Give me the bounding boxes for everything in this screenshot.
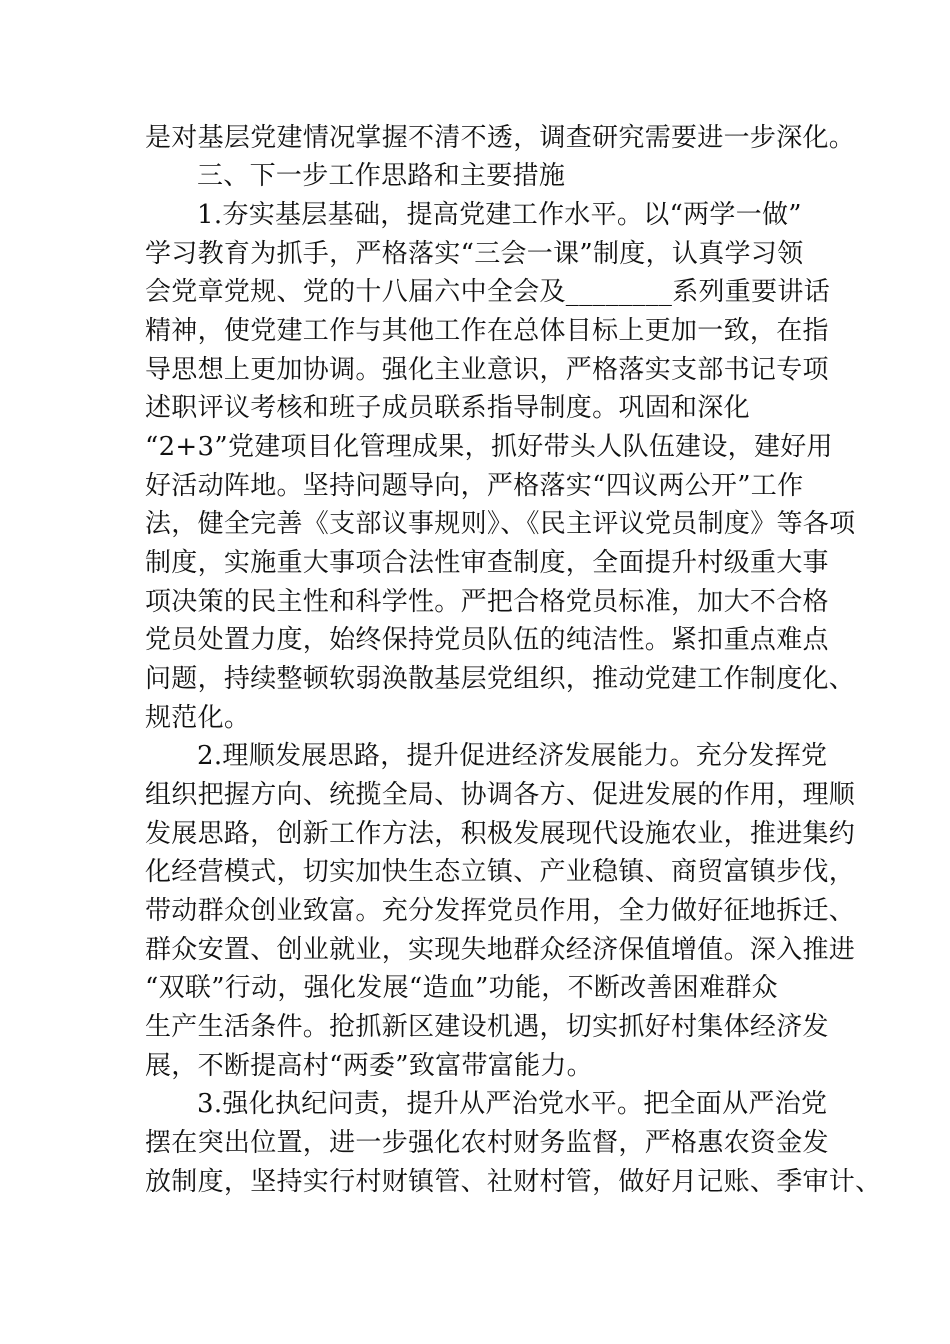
text-line: 会党章党规、党的十八届六中全会及________系列重要讲话 bbox=[145, 277, 831, 307]
text-line: 组织把握方向、统揽全局、协调各方、促进发展的作用，理顺 bbox=[145, 780, 856, 810]
text-line: 党员处置力度，始终保持党员队伍的纯洁性。紧扣重点难点 bbox=[145, 625, 829, 655]
text-line: 3.强化执纪问责，提升从严治党水平。把全面从严治党 bbox=[197, 1089, 828, 1119]
text-line: 1.夯实基层基础，提高党建工作水平。以“两学一做” bbox=[197, 200, 802, 230]
text-line: 导思想上更加协调。强化主业意识，严格落实支部书记专项 bbox=[145, 355, 829, 385]
text-line: 摆在突出位置，进一步强化农村财务监督，严格惠农资金发 bbox=[145, 1128, 829, 1158]
text-line: 生产生活条件。抢抓新区建设机遇，切实抓好村集体经济发 bbox=[145, 1012, 829, 1042]
text-line: “2+3”党建项目化管理成果，抓好带头人队伍建设，建好用 bbox=[145, 432, 833, 462]
text-line: 规范化。 bbox=[145, 703, 251, 733]
text-line: 展，不断提高村“两委”致富带富能力。 bbox=[145, 1051, 593, 1081]
text-line: 法，健全完善《支部议事规则》、《民主评议党员制度》等各项 bbox=[145, 509, 856, 539]
text-line: 带动群众创业致富。充分发挥党员作用，全力做好征地拆迁、 bbox=[145, 896, 856, 926]
text-line: 述职评议考核和班子成员联系指导制度。巩固和深化 bbox=[145, 393, 750, 423]
section-heading: 三、下一步工作思路和主要措施 bbox=[197, 161, 566, 191]
text-line: 放制度，坚持实行村财镇管、社财村管，做好月记账、季审计、 bbox=[145, 1167, 882, 1197]
text-line: 问题，持续整顿软弱涣散基层党组织，推动党建工作制度化、 bbox=[145, 664, 856, 694]
text-line: 2.理顺发展思路，提升促进经济发展能力。充分发挥党 bbox=[197, 741, 828, 771]
text-line: 好活动阵地。坚持问题导向，严格落实“四议两公开”工作 bbox=[145, 471, 804, 501]
text-line: 群众安置、创业就业，实现失地群众经济保值增值。深入推进 bbox=[145, 935, 856, 965]
text-line: 是对基层党建情况掌握不清不透，调查研究需要进一步深化。 bbox=[145, 123, 856, 153]
text-line: 精神，使党建工作与其他工作在总体目标上更加一致，在指 bbox=[145, 316, 829, 346]
text-line: 发展思路，创新工作方法，积极发展现代设施农业，推进集约 bbox=[145, 819, 856, 849]
text-line: 学习教育为抓手，严格落实“三会一课”制度，认真学习领 bbox=[145, 239, 804, 269]
text-line: 制度，实施重大事项合法性审查制度，全面提升村级重大事 bbox=[145, 548, 829, 578]
text-line: 项决策的民主性和科学性。严把合格党员标准，加大不合格 bbox=[145, 587, 829, 617]
text-line: 化经营模式，切实加快生态立镇、产业稳镇、商贸富镇步伐， bbox=[145, 857, 856, 887]
text-line: “双联”行动，强化发展“造血”功能，不断改善困难群众 bbox=[145, 973, 778, 1003]
